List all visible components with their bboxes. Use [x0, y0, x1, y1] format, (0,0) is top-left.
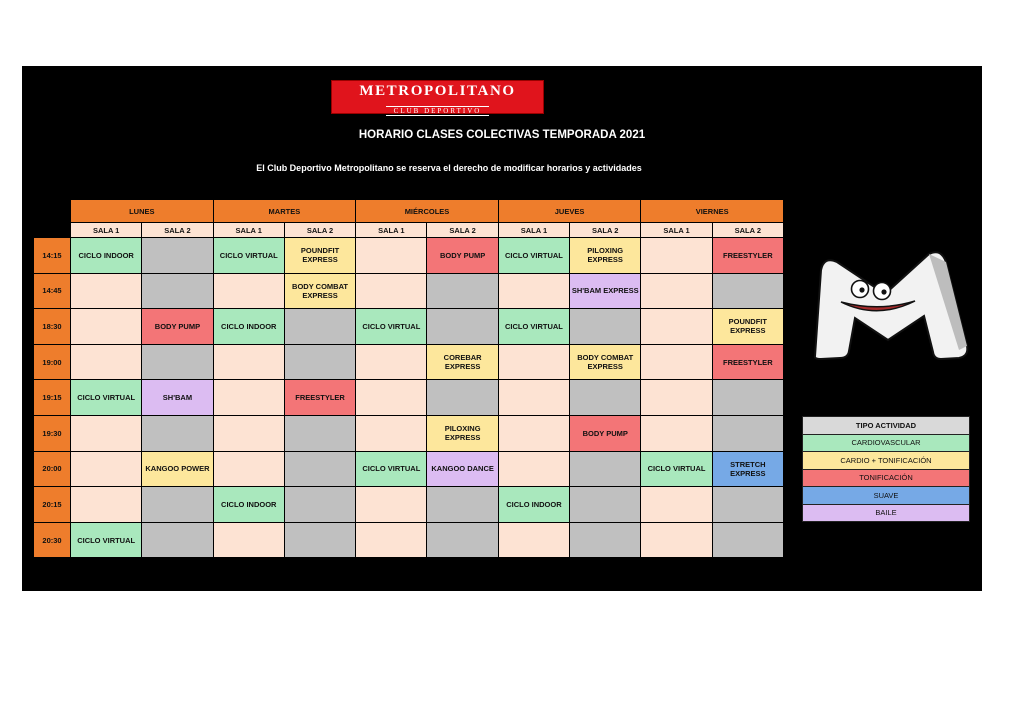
class-cell: CICLO VIRTUAL	[498, 238, 569, 274]
time-label: 14:15	[34, 238, 71, 274]
time-slot-row	[34, 415, 784, 451]
class-cell: CICLO VIRTUAL	[498, 309, 569, 345]
empty-cell	[142, 522, 213, 558]
room-header: SALA 2	[712, 223, 783, 238]
class-cell: BODY PUMP	[570, 415, 641, 451]
empty-cell	[570, 522, 641, 558]
legend-item: TONIFICACIÓN	[803, 469, 970, 487]
page-subtitle: El Club Deportivo Metropolitano se reserva el derecho de modificar horarios y actividades	[256, 163, 642, 173]
class-cell: CICLO VIRTUAL	[213, 238, 284, 274]
room-header: SALA 1	[71, 223, 142, 238]
logo-subtitle: CLUB DEPORTIVO	[386, 106, 490, 116]
empty-cell	[71, 344, 142, 380]
room-header: SALA 2	[284, 223, 355, 238]
empty-cell	[213, 451, 284, 487]
class-cell: KANGOO POWER	[142, 451, 213, 487]
empty-cell	[356, 522, 427, 558]
class-cell: FREESTYLER	[712, 344, 783, 380]
empty-cell	[570, 309, 641, 345]
time-label: 14:45	[34, 273, 71, 309]
empty-cell	[641, 415, 712, 451]
empty-cell	[641, 380, 712, 416]
class-cell: CICLO VIRTUAL	[356, 451, 427, 487]
class-cell: CICLO VIRTUAL	[71, 380, 142, 416]
empty-cell	[71, 487, 142, 523]
empty-cell	[641, 487, 712, 523]
mascot-m-character-icon	[793, 248, 976, 368]
room-header: SALA 1	[213, 223, 284, 238]
empty-cell	[427, 522, 498, 558]
room-header: SALA 2	[142, 223, 213, 238]
class-cell: STRETCH EXPRESS	[712, 451, 783, 487]
legend-item: SUAVE	[803, 487, 970, 505]
class-schedule-table	[33, 199, 784, 558]
empty-cell	[498, 451, 569, 487]
empty-cell	[498, 380, 569, 416]
empty-cell	[213, 522, 284, 558]
empty-cell	[284, 522, 355, 558]
empty-cell	[712, 380, 783, 416]
empty-cell	[142, 273, 213, 309]
empty-cell	[356, 344, 427, 380]
class-cell: SH'BAM	[142, 380, 213, 416]
time-label: 19:30	[34, 415, 71, 451]
empty-cell	[356, 415, 427, 451]
empty-cell	[142, 238, 213, 274]
empty-cell	[142, 415, 213, 451]
empty-cell	[641, 522, 712, 558]
day-header: LUNES	[71, 200, 214, 223]
room-header: SALA 2	[570, 223, 641, 238]
class-cell: BODY COMBAT EXPRESS	[570, 344, 641, 380]
empty-cell	[213, 273, 284, 309]
empty-cell	[498, 415, 569, 451]
time-label: 20:15	[34, 487, 71, 523]
empty-cell	[712, 415, 783, 451]
time-slot-row	[34, 344, 784, 380]
class-cell: FREESTYLER	[712, 238, 783, 274]
class-cell: BODY COMBAT EXPRESS	[284, 273, 355, 309]
activity-type-legend	[802, 416, 970, 522]
empty-cell	[712, 522, 783, 558]
time-slot-row	[34, 309, 784, 345]
legend-item: CARDIOVASCULAR	[803, 434, 970, 452]
empty-cell	[284, 451, 355, 487]
empty-cell	[641, 309, 712, 345]
class-cell: COREBAR EXPRESS	[427, 344, 498, 380]
legend-item: CARDIO + TONIFICACIÓN	[803, 452, 970, 470]
empty-cell	[570, 487, 641, 523]
empty-cell	[427, 487, 498, 523]
empty-cell	[641, 273, 712, 309]
empty-cell	[498, 522, 569, 558]
room-header: SALA 1	[641, 223, 712, 238]
empty-cell	[284, 415, 355, 451]
class-cell: CICLO INDOOR	[71, 238, 142, 274]
class-cell: KANGOO DANCE	[427, 451, 498, 487]
class-cell: BODY PUMP	[142, 309, 213, 345]
empty-cell	[142, 487, 213, 523]
class-cell: POUNDFIT EXPRESS	[284, 238, 355, 274]
class-cell: CICLO INDOOR	[213, 309, 284, 345]
time-label: 20:30	[34, 522, 71, 558]
class-cell: PILOXING EXPRESS	[427, 415, 498, 451]
time-label: 20:00	[34, 451, 71, 487]
legend-title: TIPO ACTIVIDAD	[803, 417, 970, 435]
empty-cell	[356, 238, 427, 274]
time-label: 19:15	[34, 380, 71, 416]
empty-cell	[712, 487, 783, 523]
time-label: 18:30	[34, 309, 71, 345]
empty-cell	[498, 273, 569, 309]
empty-cell	[356, 273, 427, 309]
legend-item: BAILE	[803, 504, 970, 522]
room-header: SALA 1	[498, 223, 569, 238]
empty-cell	[570, 380, 641, 416]
class-cell: CICLO VIRTUAL	[71, 522, 142, 558]
empty-cell	[427, 380, 498, 416]
table-corner	[34, 200, 71, 238]
empty-cell	[641, 344, 712, 380]
time-slot-row	[34, 273, 784, 309]
empty-cell	[71, 451, 142, 487]
empty-cell	[213, 380, 284, 416]
empty-cell	[427, 273, 498, 309]
empty-cell	[213, 344, 284, 380]
empty-cell	[71, 309, 142, 345]
empty-cell	[712, 273, 783, 309]
class-cell: SH'BAM EXPRESS	[570, 273, 641, 309]
day-header: VIERNES	[641, 200, 784, 223]
empty-cell	[427, 309, 498, 345]
empty-cell	[71, 415, 142, 451]
class-cell: CICLO INDOOR	[213, 487, 284, 523]
time-slot-row	[34, 238, 784, 274]
logo-brand: METROPOLITANO	[359, 83, 516, 99]
day-header: JUEVES	[498, 200, 641, 223]
empty-cell	[284, 344, 355, 380]
empty-cell	[142, 344, 213, 380]
class-cell: BODY PUMP	[427, 238, 498, 274]
club-logo	[331, 80, 544, 114]
empty-cell	[284, 487, 355, 523]
empty-cell	[570, 451, 641, 487]
class-cell: CICLO VIRTUAL	[641, 451, 712, 487]
empty-cell	[356, 380, 427, 416]
day-header: MARTES	[213, 200, 356, 223]
empty-cell	[498, 344, 569, 380]
class-cell: CICLO INDOOR	[498, 487, 569, 523]
empty-cell	[284, 309, 355, 345]
class-cell: POUNDFIT EXPRESS	[712, 309, 783, 345]
room-header: SALA 1	[356, 223, 427, 238]
room-header: SALA 2	[427, 223, 498, 238]
empty-cell	[71, 273, 142, 309]
page-title: HORARIO CLASES COLECTIVAS TEMPORADA 2021	[358, 129, 646, 141]
time-slot-row	[34, 522, 784, 558]
time-slot-row	[34, 380, 784, 416]
time-label: 19:00	[34, 344, 71, 380]
class-cell: FREESTYLER	[284, 380, 355, 416]
empty-cell	[641, 238, 712, 274]
class-cell: PILOXING EXPRESS	[570, 238, 641, 274]
time-slot-row	[34, 487, 784, 523]
day-header: MIÉRCOLES	[356, 200, 499, 223]
empty-cell	[213, 415, 284, 451]
empty-cell	[356, 487, 427, 523]
class-cell: CICLO VIRTUAL	[356, 309, 427, 345]
time-slot-row	[34, 451, 784, 487]
